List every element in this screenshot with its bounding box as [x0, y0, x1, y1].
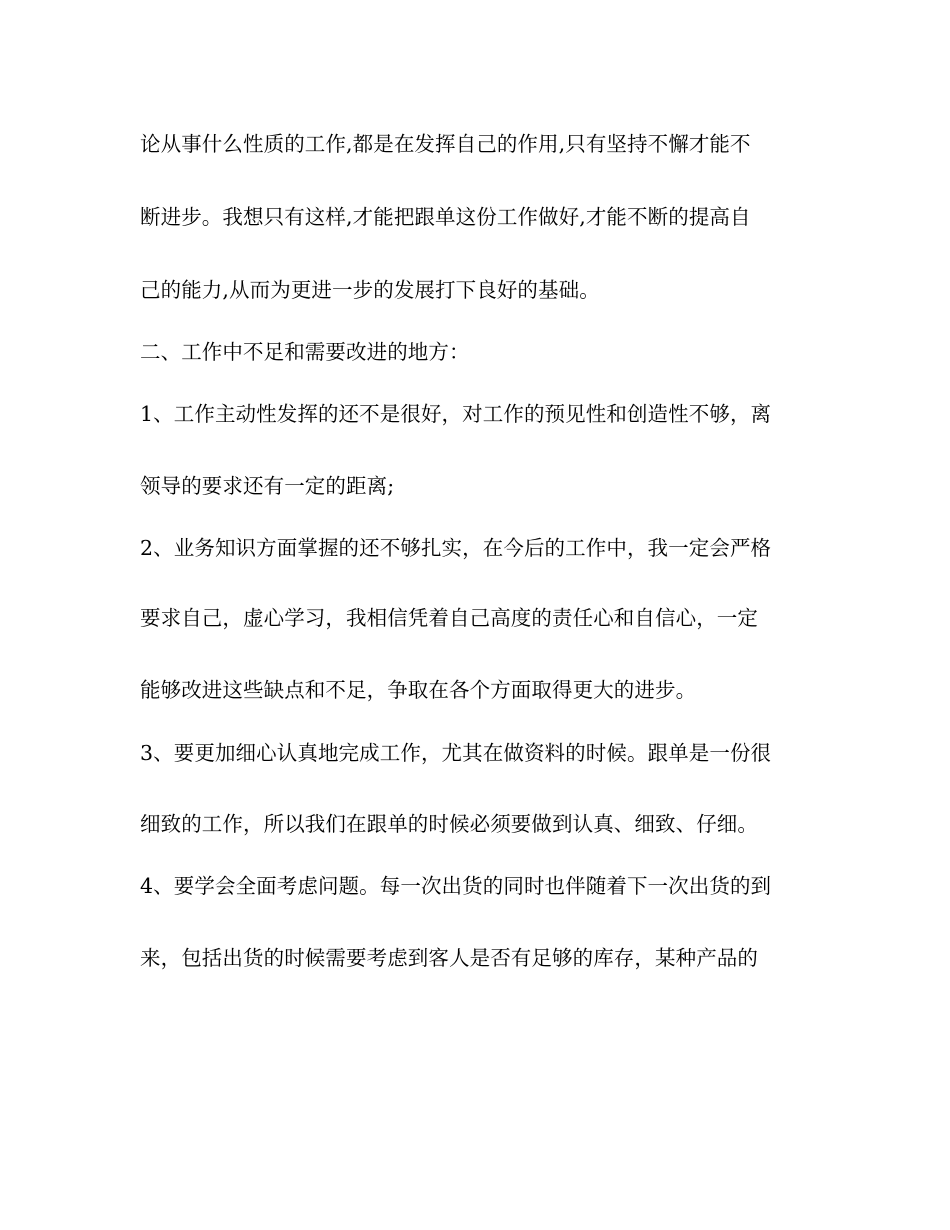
list-item-line: 领导的要求还有一定的距离;: [140, 474, 395, 498]
text-line: 论从事什么性质的工作,都是在发挥自己的作用,只有坚持不懈才能不: [140, 132, 751, 156]
list-item-line: 4、要学会全面考虑问题。每一次出货的同时也伴随着下一次出货的到: [140, 874, 772, 898]
list-item-line: 2、业务知识方面掌握的还不够扎实，在今后的工作中，我一定会严格: [140, 536, 772, 560]
section-heading: 二、工作中不足和需要改进的地方：: [140, 340, 470, 364]
list-item-line: 1、工作主动性发挥的还不是很好，对工作的预见性和创造性不够，离: [140, 402, 772, 426]
text-line: 断进步。我想只有这样,才能把跟单这份工作做好,才能不断的提高自: [140, 205, 751, 229]
list-item-line: 能够改进这些缺点和不足，争取在各个方面取得更大的进步。: [140, 678, 697, 702]
list-item-line: 来，包括出货的时候需要考虑到客人是否有足够的库存，某种产品的: [140, 946, 758, 970]
list-item-line: 3、要更加细心认真地完成工作，尤其在做资料的时候。跟单是一份很: [140, 741, 772, 765]
list-item-line: 细致的工作，所以我们在跟单的时候必须要做到认真、细致、仔细。: [140, 812, 758, 836]
text-line: 己的能力,从而为更进一步的发展打下良好的基础。: [140, 278, 600, 302]
list-item-line: 要求自己，虚心学习，我相信凭着自己高度的责任心和自信心，一定: [140, 606, 758, 630]
